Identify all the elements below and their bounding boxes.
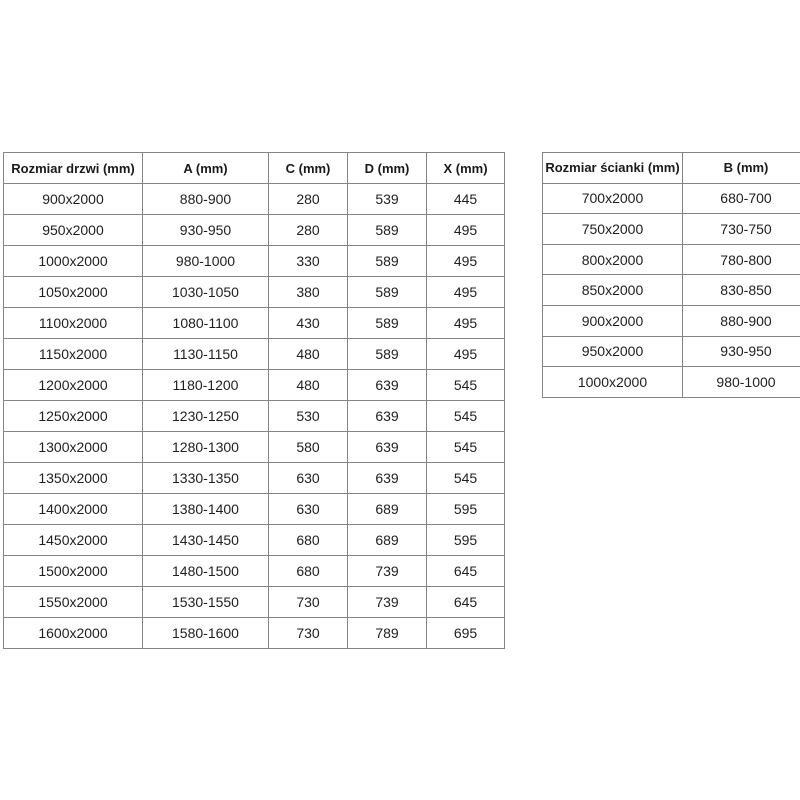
table-row (4, 401, 505, 432)
table-cell: 430 (269, 308, 348, 339)
table-cell: 1100x2000 (4, 308, 143, 339)
table-cell: 1000x2000 (4, 246, 143, 277)
table-row (4, 277, 505, 308)
table-cell: 980-1000 (683, 367, 800, 398)
table-cell: 645 (427, 587, 505, 618)
table-cell: 1150x2000 (4, 339, 143, 370)
table-cell: 1580-1600 (143, 618, 269, 649)
table-cell: 980-1000 (143, 246, 269, 277)
table-row (543, 183, 800, 214)
table-row (4, 370, 505, 401)
table-cell: 1600x2000 (4, 618, 143, 649)
table-cell: 495 (427, 215, 505, 246)
table-cell: 539 (348, 184, 427, 215)
table-cell: 950x2000 (543, 336, 683, 367)
table-cell: 930-950 (683, 336, 800, 367)
table-cell: 330 (269, 246, 348, 277)
table-cell: 589 (348, 215, 427, 246)
table-cell: 445 (427, 184, 505, 215)
table-cell: 1380-1400 (143, 494, 269, 525)
table-cell: 1080-1100 (143, 308, 269, 339)
table-row (543, 275, 800, 306)
table-cell: 630 (269, 494, 348, 525)
table-cell: 1230-1250 (143, 401, 269, 432)
table-cell: 545 (427, 401, 505, 432)
table-cell: 739 (348, 587, 427, 618)
table-cell: 1530-1550 (143, 587, 269, 618)
table-cell: 830-850 (683, 275, 800, 306)
table-row (4, 432, 505, 463)
table-row (543, 367, 800, 398)
table-cell: 1430-1450 (143, 525, 269, 556)
table-row (543, 244, 800, 275)
table-header-cell: B (mm) (683, 153, 800, 184)
table-cell: 545 (427, 432, 505, 463)
table-cell: 730-750 (683, 214, 800, 245)
table-cell: 545 (427, 370, 505, 401)
door-sizes-table (3, 152, 505, 649)
table-cell: 545 (427, 463, 505, 494)
table-cell: 800x2000 (543, 244, 683, 275)
table-row (4, 308, 505, 339)
table-cell: 589 (348, 308, 427, 339)
table-row (4, 339, 505, 370)
table-cell: 480 (269, 339, 348, 370)
table-cell: 1000x2000 (543, 367, 683, 398)
table-cell: 530 (269, 401, 348, 432)
table-row (4, 184, 505, 215)
table-cell: 780-800 (683, 244, 800, 275)
table-row (4, 556, 505, 587)
table-header-cell: A (mm) (143, 153, 269, 184)
table-cell: 1450x2000 (4, 525, 143, 556)
table-header-cell: Rozmiar ścianki (mm) (543, 153, 683, 184)
table-cell: 850x2000 (543, 275, 683, 306)
table-row (4, 246, 505, 277)
table-row (4, 494, 505, 525)
table-cell: 595 (427, 525, 505, 556)
table-cell: 1250x2000 (4, 401, 143, 432)
table-cell: 1030-1050 (143, 277, 269, 308)
table-cell: 1200x2000 (4, 370, 143, 401)
table-cell: 589 (348, 277, 427, 308)
table-cell: 680 (269, 556, 348, 587)
table-cell: 789 (348, 618, 427, 649)
table-cell: 689 (348, 494, 427, 525)
table-cell: 700x2000 (543, 183, 683, 214)
table-header-row (4, 153, 505, 184)
table-cell: 495 (427, 277, 505, 308)
table-row (4, 215, 505, 246)
table-header-cell: Rozmiar drzwi (mm) (4, 153, 143, 184)
table-cell: 639 (348, 463, 427, 494)
table-cell: 280 (269, 184, 348, 215)
table-cell: 1050x2000 (4, 277, 143, 308)
table-row (4, 463, 505, 494)
table-cell: 739 (348, 556, 427, 587)
table-header-row (543, 153, 800, 184)
table-cell: 695 (427, 618, 505, 649)
table-cell: 495 (427, 308, 505, 339)
table-cell: 1350x2000 (4, 463, 143, 494)
table-header-cell: C (mm) (269, 153, 348, 184)
table-cell: 1330-1350 (143, 463, 269, 494)
table-cell: 730 (269, 587, 348, 618)
table-cell: 689 (348, 525, 427, 556)
table-cell: 630 (269, 463, 348, 494)
table-cell: 1400x2000 (4, 494, 143, 525)
table-cell: 480 (269, 370, 348, 401)
table-cell: 680 (269, 525, 348, 556)
table-header-cell: X (mm) (427, 153, 505, 184)
table-cell: 1180-1200 (143, 370, 269, 401)
table-cell: 280 (269, 215, 348, 246)
table-cell: 900x2000 (543, 305, 683, 336)
table-row (4, 587, 505, 618)
table-cell: 495 (427, 246, 505, 277)
table-cell: 1280-1300 (143, 432, 269, 463)
table-cell: 1300x2000 (4, 432, 143, 463)
table-cell: 639 (348, 432, 427, 463)
table-cell: 950x2000 (4, 215, 143, 246)
table-row (543, 336, 800, 367)
table-header-cell: D (mm) (348, 153, 427, 184)
table-cell: 750x2000 (543, 214, 683, 245)
table-cell: 1480-1500 (143, 556, 269, 587)
table-cell: 1130-1150 (143, 339, 269, 370)
table-cell: 680-700 (683, 183, 800, 214)
table-cell: 880-900 (683, 305, 800, 336)
table-cell: 380 (269, 277, 348, 308)
table-cell: 1550x2000 (4, 587, 143, 618)
wall-panel-sizes-table (542, 152, 800, 398)
table-cell: 1500x2000 (4, 556, 143, 587)
table-cell: 880-900 (143, 184, 269, 215)
table-cell: 580 (269, 432, 348, 463)
table-cell: 645 (427, 556, 505, 587)
table-row (4, 525, 505, 556)
table-cell: 639 (348, 370, 427, 401)
table-cell: 730 (269, 618, 348, 649)
table-cell: 495 (427, 339, 505, 370)
table-cell: 589 (348, 339, 427, 370)
table-cell: 595 (427, 494, 505, 525)
table-row (4, 618, 505, 649)
table-cell: 589 (348, 246, 427, 277)
table-cell: 639 (348, 401, 427, 432)
table-row (543, 305, 800, 336)
table-cell: 900x2000 (4, 184, 143, 215)
table-row (543, 214, 800, 245)
table-cell: 930-950 (143, 215, 269, 246)
